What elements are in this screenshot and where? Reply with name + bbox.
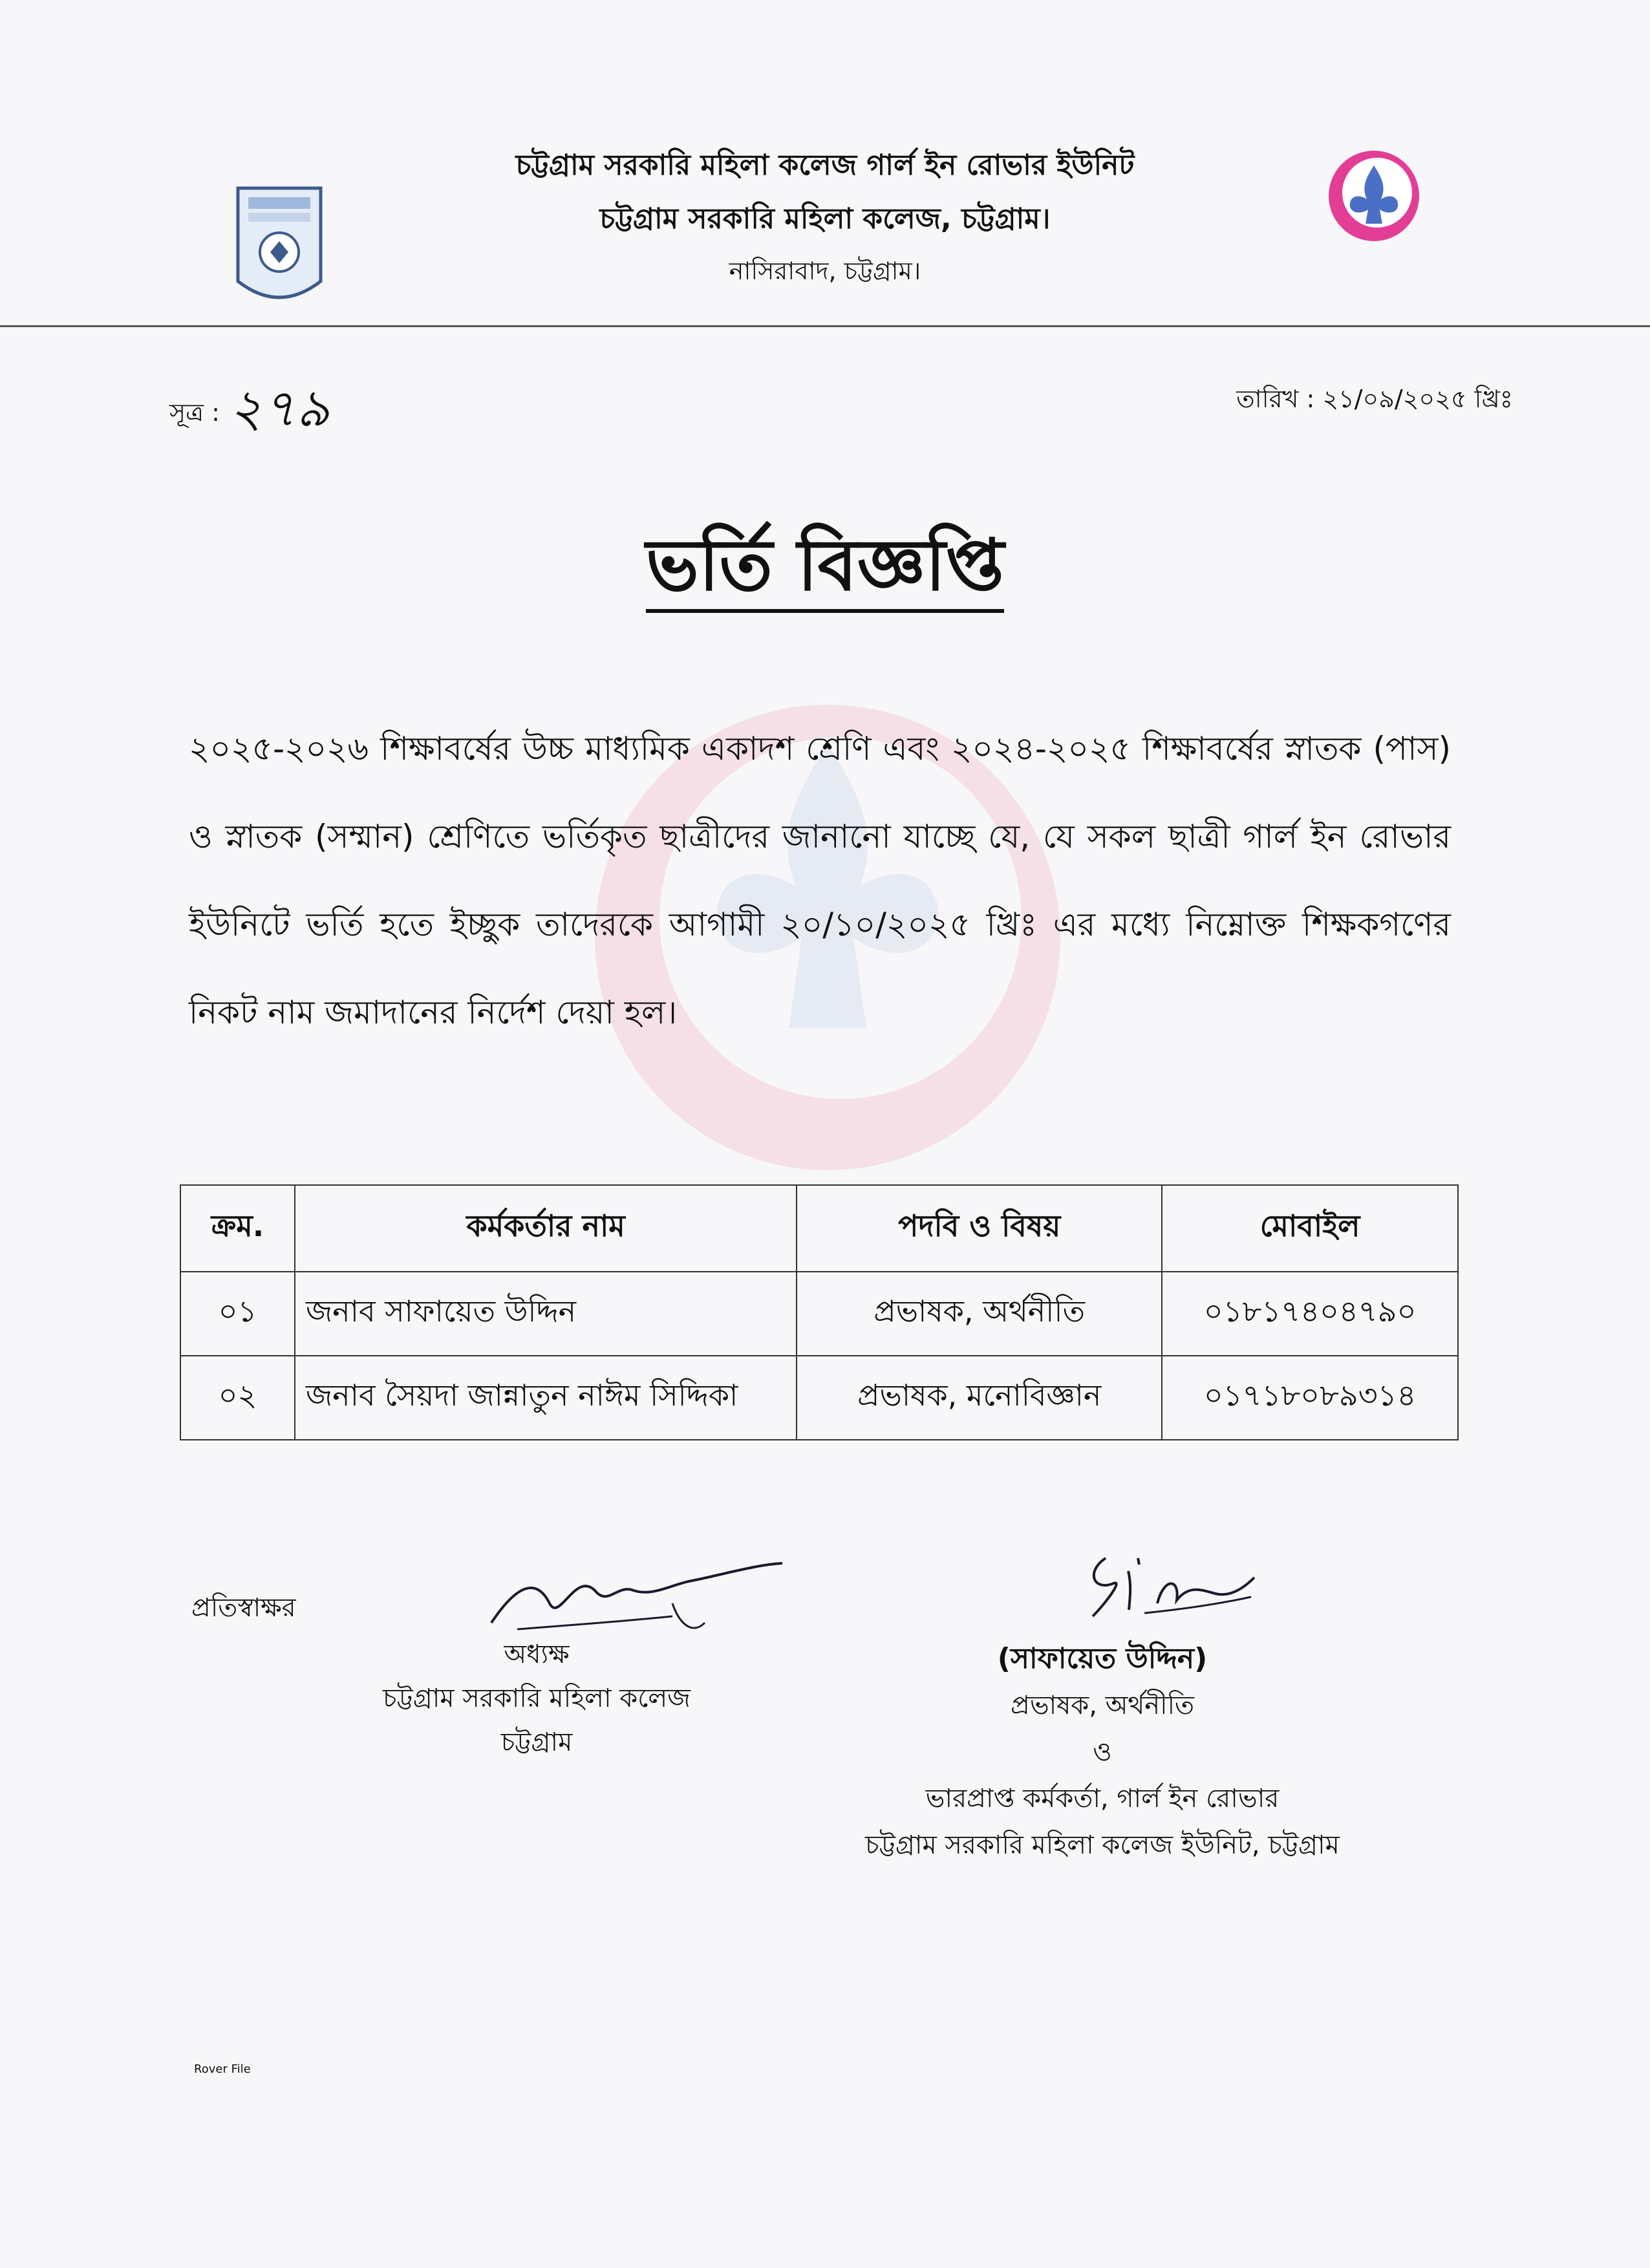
officer-signature (1067, 1532, 1261, 1636)
officer-name: (সাফায়েত উদ্দিন) (997, 1642, 1208, 1675)
reference-label: সূত্র : (169, 398, 220, 427)
principal-org: চট্টগ্রাম সরকারি মহিলা কলেজ (383, 1684, 691, 1713)
college-address: নাসিরাবাদ, চট্টগ্রাম। (729, 257, 921, 285)
col-mobile: মোবাইল (1162, 1185, 1458, 1272)
countersign-label: প্রতিস্বাক্ষর (191, 1593, 296, 1623)
cell-officer-name: জনাব সৈয়দা জান্নাতুন নাঈম সিদ্দিকা (295, 1356, 797, 1440)
cell-serial: ০২ (180, 1356, 295, 1440)
reference (169, 369, 330, 455)
cell-mobile: ০১৭১৮০৮৯৩১৪ (1162, 1356, 1458, 1440)
col-serial: ক্রম. (180, 1185, 295, 1272)
cell-officer-name: জনাব সাফায়েত উদ্দিন (295, 1272, 797, 1356)
principal-place: চট্টগ্রাম (500, 1728, 573, 1757)
principal-block (310, 1632, 763, 1764)
cell-serial: ০১ (180, 1272, 295, 1356)
cell-designation: প্রভাষক, মনোবিজ্ঞান (797, 1356, 1162, 1440)
table-row (180, 1356, 1458, 1440)
officer-block (763, 1636, 1442, 1868)
table-header-row (180, 1185, 1458, 1272)
officer-conjunction: ও (1093, 1737, 1112, 1767)
col-designation: পদবি ও বিষয় (797, 1185, 1162, 1272)
reference-number: ২৭৯ (228, 378, 330, 438)
notice-date: তারিখ : ২১/০৯/২০২৫ খ্রিঃ (1236, 385, 1513, 413)
col-officer-name: কর্মকর্তার নাম (295, 1185, 797, 1272)
officer-org: চট্টগ্রাম সরকারি মহিলা কলেজ ইউনিট, চট্টগ্রাম (865, 1830, 1340, 1860)
file-footer: Rover File (194, 2062, 251, 2076)
header-divider (0, 325, 1650, 327)
unit-name: চট্টগ্রাম সরকারি মহিলা কলেজ গার্ল ইন রোভার ইউনিট (515, 149, 1135, 182)
notice-title (0, 511, 1650, 630)
table-row (180, 1272, 1458, 1356)
officer-role: ভারপ্রাপ্ত কর্মকর্তা, গার্ল ইন রোভার (925, 1784, 1280, 1813)
principal-title: অধ্যক্ষ (504, 1640, 570, 1669)
cell-mobile: ০১৮১৭৪০৪৭৯০ (1162, 1272, 1458, 1356)
college-name: চট্টগ্রাম সরকারি মহিলা কলেজ, চট্টগ্রাম। (599, 202, 1051, 235)
notice-body: ২০২৫-২০২৬ শিক্ষাবর্ষের উচ্চ মাধ্যমিক একাদশ শ্রেণি এবং ২০২৪-২০২৫ শিক্ষাবর্ষের স্নাতক (পাস) ও স্নাতক (সম্মান) শ্রেণিতে ভর্তিকৃত ছাত্রীদের জানানো যাচ্ছে যে, যে সকল ছাত্রী গার্ল ইন রোভার ইউনিটে ভর্তি হতে ইচ্ছুক তাদেরকে আগামী ২০/১০/২০২৫ খ্রিঃ এর মধ্যে নিম্নোক্ত শিক্ষকগণের নিকট নাম জমাদানের নির্দেশ দেয়া হল। (189, 730, 1451, 1031)
officer-designation: প্রভাষক, অর্থনীতি (1010, 1691, 1195, 1720)
notice-title-text: ভর্তি বিজ্ঞপ্তি (646, 524, 1004, 613)
officer-table (180, 1184, 1459, 1440)
cell-designation: প্রভাষক, অর্থনীতি (797, 1272, 1162, 1356)
